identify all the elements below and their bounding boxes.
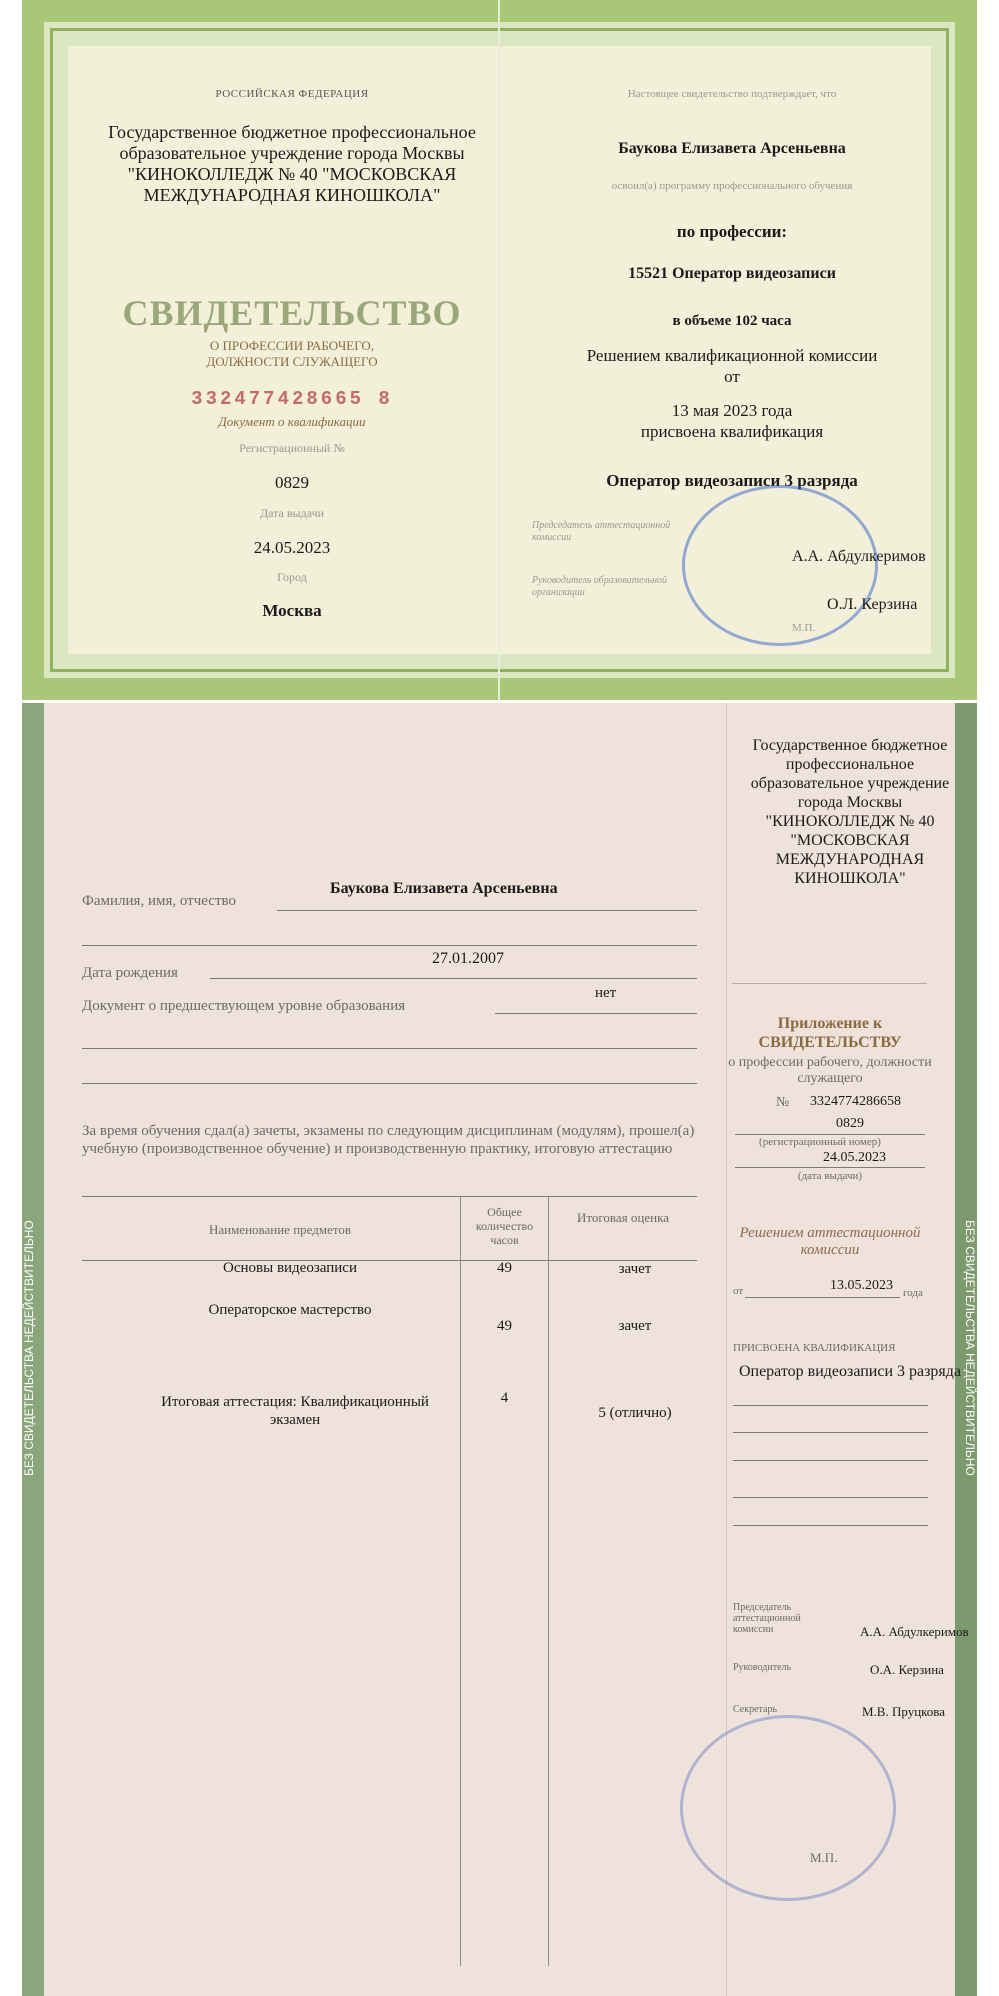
table-row-2-grade: зачет [618,1318,652,1334]
head-name: О.Л. Керзина [827,596,918,613]
appendix-mp: М.П. [810,1850,838,1865]
certificate-fold [498,0,500,700]
profession: 15521 Оператор видеозаписи [628,265,836,282]
qual-line-3 [733,1460,928,1461]
year-label: года [903,1287,923,1299]
annex-title-2: СВИДЕТЕЛЬСТВУ [758,1034,902,1051]
qual-line-4 [733,1497,928,1498]
doc-type: Документ о квалификации [218,414,366,429]
annex-decision-text: Решением аттестационной комиссии [739,1225,921,1258]
table-col-divider-1 [460,1196,461,1966]
table-row-1-name: Основы видеозаписи [223,1260,357,1276]
reg-label: Регистрационный № [239,441,345,455]
right-edge-text: БЕЗ СВИДЕТЕЛЬСТВА НЕДЕЙСТВИТЕЛЬНО [963,1220,977,1476]
table-header-name: Наименование предметов [208,1222,352,1237]
org-line-1 [732,983,927,984]
assigned-label: ПРИСВОЕНА КВАЛИФИКАЦИЯ [733,1342,896,1354]
profession-label: по профессии: [676,222,788,241]
qual-line-1 [733,1405,928,1406]
table-top-line [82,1196,697,1197]
reg-underline [735,1134,925,1135]
prev-doc-label: Документ о предшествующем уровне образования [82,998,406,1014]
appendix-org-name: Государственное бюджетное профессиональное образовательное учреждение города Москвы "КИНОКОЛЛЕДЖ № 40 "МОСКОВСКАЯ МЕЖДУНАРОДНАЯ КИНОШКОЛА" [750,737,950,887]
num-label: № [776,1095,790,1110]
issue-date: 24.05.2023 [253,538,331,557]
issue-underline [735,1167,925,1168]
city-value: Москва [262,601,322,620]
table-header-hours: Общее количество часов [475,1205,534,1247]
decision-date: 13 мая 2023 года [671,401,793,420]
birth-underline [210,978,697,979]
federation-label: РОССИЙСКАЯ ФЕДЕРАЦИЯ [215,88,369,100]
issue-caption: (дата выдачи) [797,1170,863,1182]
intro-text: За время обучения сдал(а) зачеты, экзамены по следующим дисциплинам (модулям), прошел(а) учебную (производственное обучение) и производственную практику, итоговую аттестацию [82,1123,695,1157]
annex-chair-name: А.А. Абдулкеримов [860,1624,969,1639]
birth-label: Дата рождения [82,965,178,981]
table-header-grade: Итоговая оценка [577,1210,669,1225]
certificate-title: СВИДЕТЕЛЬСТВО [122,293,462,333]
annex-head-name: О.А. Керзина [870,1662,944,1677]
annex-doc-number: 3324774286658 [810,1094,901,1109]
secretary-name: М.В. Пруцкова [862,1704,946,1719]
secretary-label: Секретарь [733,1704,778,1715]
head-label: Руководитель образовательной организации [532,575,668,598]
chair-name: А.А. Абдулкеримов [792,548,926,565]
table-row-1-hours: 49 [497,1260,512,1276]
annex-qualification: Оператор видеозаписи 3 разряда [738,1363,962,1380]
prev-doc-value: нет [595,985,617,1001]
annex-subtitle: о профессии рабочего, должности служащего [728,1055,932,1086]
annex-title-1: Приложение к [777,1015,883,1032]
table-row-3-grade: 5 (отлично) [598,1405,672,1421]
blank-line-2 [82,1048,697,1049]
prev-doc-underline [495,1013,697,1014]
table-row-3-name: Итоговая аттестация: Квалификационный экзамен [161,1394,429,1428]
fio-label: Фамилия, имя, отчество [82,893,236,909]
reg-caption: (регистрационный номер) [759,1136,881,1148]
certificate-serial: 332477428665 8 [191,388,393,410]
table-row-2-name: Операторское мастерство [208,1302,372,1318]
annex-reg-number: 0829 [836,1116,864,1131]
program-text: освоил(а) программу профессионального обучения [611,180,853,192]
annex-issue-date: 24.05.2023 [823,1150,886,1165]
qual-line-5 [733,1525,928,1526]
qual-line-2 [733,1432,928,1433]
blank-line-1 [82,945,697,946]
fio-underline [277,910,697,911]
certificate-mp: М.П. [792,622,816,634]
chair-label: Председатель аттестационной комиссии [532,520,671,543]
annex-chair-label: Председатель аттестационной комиссии [733,1602,801,1635]
from-label: от [733,1285,744,1297]
confirm-text: Настоящее свидетельство подтверждает, что [627,88,837,100]
decision-underline [745,1297,900,1298]
appendix-stamp [680,1715,896,1901]
qualification: Оператор видеозаписи 3 разряда [606,471,858,490]
certificate-org-name: Государственное бюджетное профессиональное образовательное учреждение города Москвы "КИНОКОЛЛЕДЖ № 40 "МОСКОВСКАЯ МЕЖДУНАРОДНАЯ КИНОШКОЛА" [108,122,476,205]
certificate-subtitle: О ПРОФЕССИИ РАБОЧЕГО, ДОЛЖНОСТИ СЛУЖАЩЕГО [206,338,378,369]
decision-text: Решением квалификационной комиссии от [586,346,878,386]
annex-head-label: Руководитель [733,1662,792,1673]
reg-number: 0829 [275,473,309,492]
fio-value: Баукова Елизавета Арсеньевна [330,880,558,897]
table-col-divider-2 [548,1196,549,1966]
birth-value: 27.01.2007 [432,950,504,967]
holder-name: Баукова Елизавета Арсеньевна [618,140,846,157]
assigned-text: присвоена квалификация [640,422,824,441]
left-edge-text: БЕЗ СВИДЕТЕЛЬСТВА НЕДЕЙСТВИТЕЛЬНО [22,1220,36,1476]
issue-label: Дата выдачи [259,506,325,520]
blank-line-3 [82,1083,697,1084]
table-row-3-hours: 4 [500,1390,509,1406]
table-row-2-hours: 49 [497,1318,512,1334]
table-row-1-grade: зачет [618,1261,652,1277]
volume: в объеме 102 часа [672,313,792,329]
certificate [22,0,977,700]
annex-decision-date: 13.05.2023 [830,1278,893,1293]
city-label: Город [277,570,307,584]
